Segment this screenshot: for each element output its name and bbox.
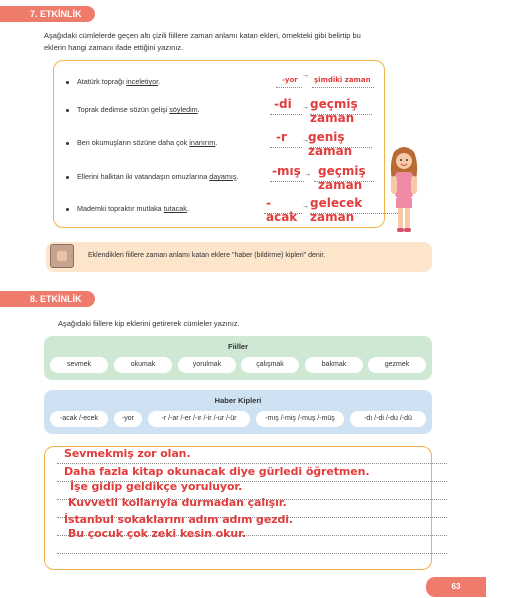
write-line xyxy=(57,463,447,464)
info-bar xyxy=(46,242,432,272)
verbs-panel xyxy=(44,336,432,380)
underlined-verb: söyledim xyxy=(169,105,198,114)
suffix-blank-5[interactable]: -acak xyxy=(264,196,302,214)
activity-8-instruction: Aşağıdaki fiillere kip eklerini getirerek cümleler yazınız. xyxy=(58,319,240,328)
write-line xyxy=(57,553,447,554)
sentence-3: Ben okumuşların sözüne daha çok inanırım. xyxy=(66,138,217,147)
verbs-label: Fiiller xyxy=(227,342,248,351)
arrow-icon: → xyxy=(302,203,309,210)
sentence-2: Toprak dedimse sözün gelişi söyledim. xyxy=(66,105,200,114)
verb-chip: okumak xyxy=(114,357,172,373)
suffix-blank-4[interactable]: -mış xyxy=(270,164,304,182)
activity-7-title: 7. ETKİNLİK xyxy=(0,6,95,22)
mood-chip: -mış /-miş /-muş /-müş xyxy=(256,411,344,427)
instruction-line-1: Aşağıdaki cümlelerde geçen altı çizili fiillere zaman anlamı katan ekleri, örnekteki gibi belirtip bu xyxy=(44,31,361,40)
moods-panel xyxy=(44,390,432,434)
suffix-blank-1[interactable]: -yor xyxy=(276,78,302,88)
tense-blank-2[interactable]: geçmiş zaman xyxy=(310,97,372,115)
verb-chip: sevmek xyxy=(50,357,108,373)
bullet-icon xyxy=(66,208,69,211)
activity-7-instruction xyxy=(44,30,494,54)
info-text: Eklendikleri fiillere zaman anlamı katan eklere "haber (bildirme) kipleri" denir. xyxy=(88,252,326,259)
sentence-1: Atatürk toprağı inceletiyor. xyxy=(66,77,160,86)
verb-chip: çalışmak xyxy=(241,357,299,373)
sentence-4: Ellerini halktan iki vatandaşın omuzlarına dayamış. xyxy=(66,172,238,181)
underlined-verb: dayamış xyxy=(209,172,237,181)
underlined-verb: inanırım xyxy=(189,138,216,147)
verb-chip: yorulmak xyxy=(178,357,236,373)
mood-chip: -dı /-di /-du /-dü xyxy=(350,411,426,427)
tense-blank-3[interactable]: geniş zaman xyxy=(310,130,372,148)
instruction-line-2: eklerin hangi zamanı ifade ettiğini yazınız. xyxy=(44,43,184,52)
mood-chip: -yor xyxy=(114,411,142,427)
answer-3[interactable]: İşe gidip geldikçe yoruluyor. xyxy=(70,480,243,493)
mood-chip: -acak /-ecek xyxy=(50,411,108,427)
verb-chip: bakmak xyxy=(305,357,363,373)
tense-blank-5[interactable]: gelecek zaman xyxy=(310,196,402,214)
bullet-icon xyxy=(66,142,69,145)
cube-icon xyxy=(50,244,74,268)
suffix-blank-2[interactable]: -di xyxy=(270,97,302,115)
answer-4[interactable]: Kuvvetli kollarıyla durmadan çalışır. xyxy=(68,496,287,509)
arrow-icon: → xyxy=(302,137,309,144)
arrow-icon: → xyxy=(302,104,309,111)
answer-2[interactable]: Daha fazla kitap okunacak diye gürledi öğretmen. xyxy=(64,465,370,478)
page-number: 63 xyxy=(426,577,486,597)
sentence-5: Mademki topraktır mutlaka tutacak. xyxy=(66,204,189,213)
activity-8-title: 8. ETKİNLİK xyxy=(0,291,95,307)
arrow-icon: → xyxy=(302,72,309,79)
bullet-icon xyxy=(66,109,69,112)
answer-5[interactable]: İstanbul sokaklarını adım adım gezdi. xyxy=(64,513,294,526)
moods-label: Haber Kipleri xyxy=(214,396,262,405)
bullet-icon xyxy=(66,176,69,179)
verb-chip: gezmek xyxy=(368,357,426,373)
answer-6[interactable]: Bu çocuk çok zeki kesin okur. xyxy=(68,527,246,540)
arrow-icon: → xyxy=(304,171,311,178)
tense-blank-4[interactable]: geçmiş zaman xyxy=(314,164,374,182)
bullet-icon xyxy=(66,81,69,84)
underlined-verb: inceletiyor xyxy=(126,77,159,86)
tense-blank-1[interactable]: şimdiki zaman xyxy=(312,78,374,88)
girl-illustration xyxy=(386,144,422,236)
answer-1[interactable]: Sevmekmiş zor olan. xyxy=(64,447,191,460)
suffix-blank-3[interactable]: -r xyxy=(270,130,302,148)
mood-chip: -r /-ar /-er /-ır /-ir /-ur /-ür xyxy=(148,411,250,427)
underlined-verb: tutacak xyxy=(163,204,187,213)
